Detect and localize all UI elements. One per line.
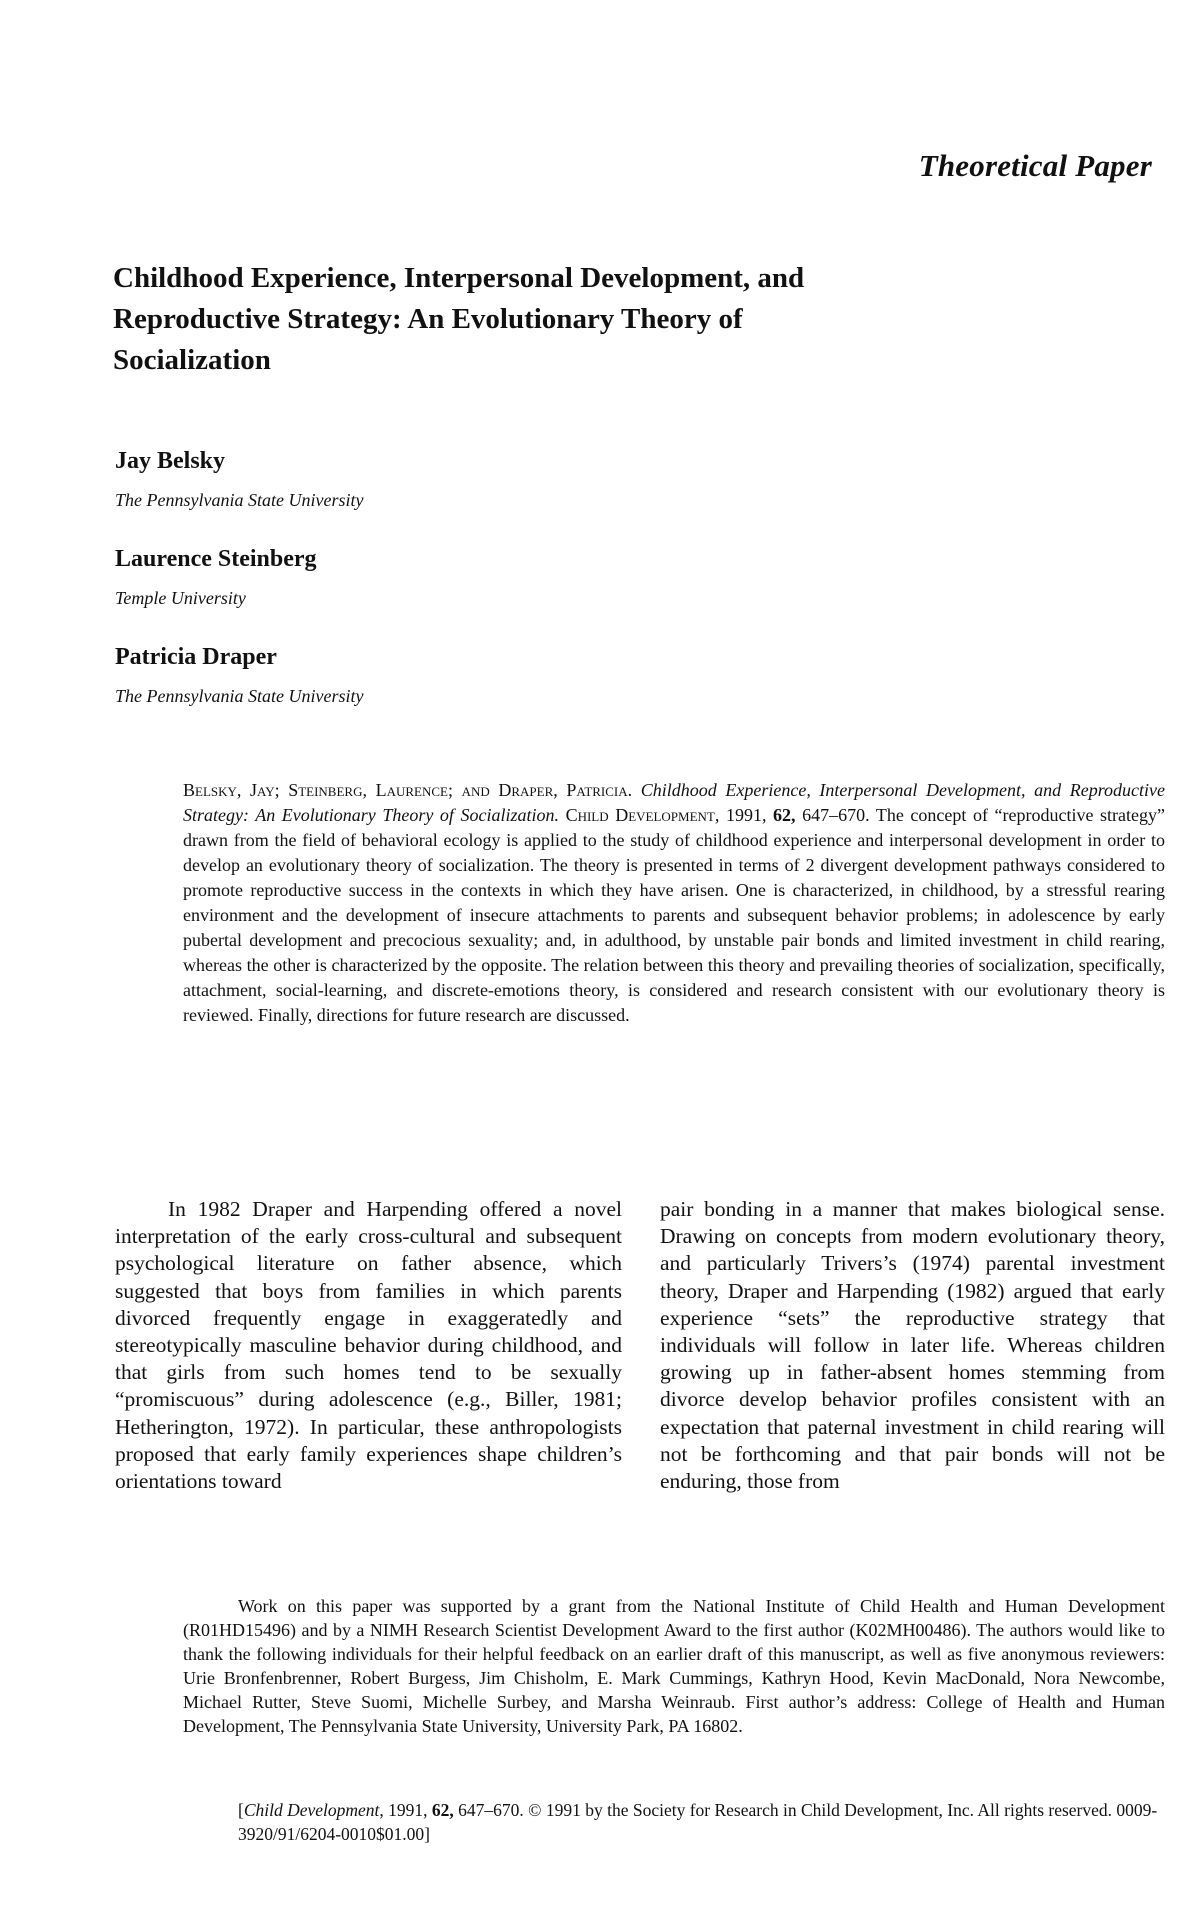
abstract-citation-title: Childhood Experience, Interpersonal Development, and Reproductive Strategy: An Evolutionary Theory of Socialization. bbox=[183, 780, 1165, 825]
copyright-year: 1991, bbox=[388, 1800, 428, 1820]
abstract-text: The concept of “reproductive strategy” drawn from the field of behavioral ecology is applied to the study of childhood experience and interpersonal development in order to develop an evolutionary theory of socialization. The theory is presented in terms of 2 divergent development pathways considered to promote reproductive success in the contexts in which they have arisen. One is characterized, in childhood, by a stressful rearing environment and the development of insecure attachments to parents and subsequent behavior problems; in adolescence by early pubertal development and precocious sexuality; and, in adulthood, by unstable pair bonds and limited investment in child rearing, whereas the other is characterized by the opposite. The relation between this theory and prevailing theories of socialization, specifically, attachment, social-learning, and discrete-emotions theory, is considered and research consistent with our evolutionary theory is reviewed. Finally, directions for future research are discussed. bbox=[183, 805, 1166, 1025]
author-block bbox=[115, 446, 815, 512]
copyright-journal: Child Development, bbox=[243, 1800, 384, 1820]
body-column-right: pair bonding in a manner that makes biological sense. Drawing on concepts from modern evolutionary theory, and particularly Trivers’s (1974) parental investment theory, Draper and Harpending (1982) argued that early experience “sets” the reproductive strategy that individuals will follow in later life. Whereas children growing up in father-absent homes stemming from divorce develop behavior profiles consistent with an expectation that paternal investment in child rearing will not be forthcoming and that pair bonds will not be enduring, those from bbox=[660, 1197, 1165, 1494]
abstract-year: 1991, bbox=[725, 805, 767, 825]
acknowledgment-footnote: Work on this paper was supported by a grant from the National Institute of Child Health and Human Development (R01HD15496) and by a NIMH Research Scientist Development Award to the first author (K02MH00486). The authors would like to thank the following individuals for their helpful feedback on an earlier draft of this manuscript, as well as five anonymous reviewers: Urie Bronfenbrenner, Robert Burgess, Jim Chisholm, E. Mark Cummings, Kathryn Hood, Kevin MacDonald, Nora Newcombe, Michael Rutter, Steve Suomi, Michelle Surbey, and Marsha Weinraub. First author’s address: College of Health and Human Development, The Pennsylvania State University, University Park, PA 16802. bbox=[183, 1596, 1165, 1736]
section-label: Theoretical Paper bbox=[918, 148, 1152, 183]
abstract-citation-authors: Belsky, Jay; Steinberg, Laurence; and Draper, Patricia. bbox=[183, 780, 633, 800]
abstract-pages: 647–670. bbox=[802, 805, 870, 825]
author-affiliation: The Pennsylvania State University bbox=[115, 686, 364, 706]
author-name: Jay Belsky bbox=[115, 448, 226, 474]
author-affiliation: Temple University bbox=[115, 588, 246, 608]
copyright-notice bbox=[238, 1798, 1166, 1846]
author-name: Patricia Draper bbox=[115, 644, 277, 670]
author-affiliation: The Pennsylvania State University bbox=[115, 490, 364, 510]
copyright-volume: 62, bbox=[431, 1800, 454, 1820]
body-column-left: In 1982 Draper and Harpending offered a novel interpretation of the early cross-cultural and subsequent psychological literature on father absence, which suggested that boys from families in which parents divorced frequently engage in exaggeratedly and stereotypically masculine behavior during childhood, and that girls from such homes tend to be sexually “promiscuous” during adolescence (e.g., Biller, 1981; Hetherington, 1972). In particular, these anthropologists proposed that early family experiences shape children’s orientations toward bbox=[115, 1197, 622, 1494]
author-name: Laurence Steinberg bbox=[115, 546, 317, 572]
copyright-rest: 647–670. © 1991 by the Society for Research in Child Development, Inc. All rights reserved. 0009-3920/91/6204-0010$01.00] bbox=[238, 1800, 1158, 1844]
article-title: Childhood Experience, Interpersonal Development, and Reproductive Strategy: An Evolutionary Theory of Socialization bbox=[113, 262, 805, 376]
abstract bbox=[183, 778, 1165, 1028]
author-block bbox=[115, 544, 815, 610]
abstract-journal: Child Development, bbox=[565, 805, 720, 825]
author-block bbox=[115, 642, 815, 708]
abstract-volume: 62, bbox=[773, 805, 796, 825]
copyright-bracket: [ bbox=[238, 1800, 244, 1820]
